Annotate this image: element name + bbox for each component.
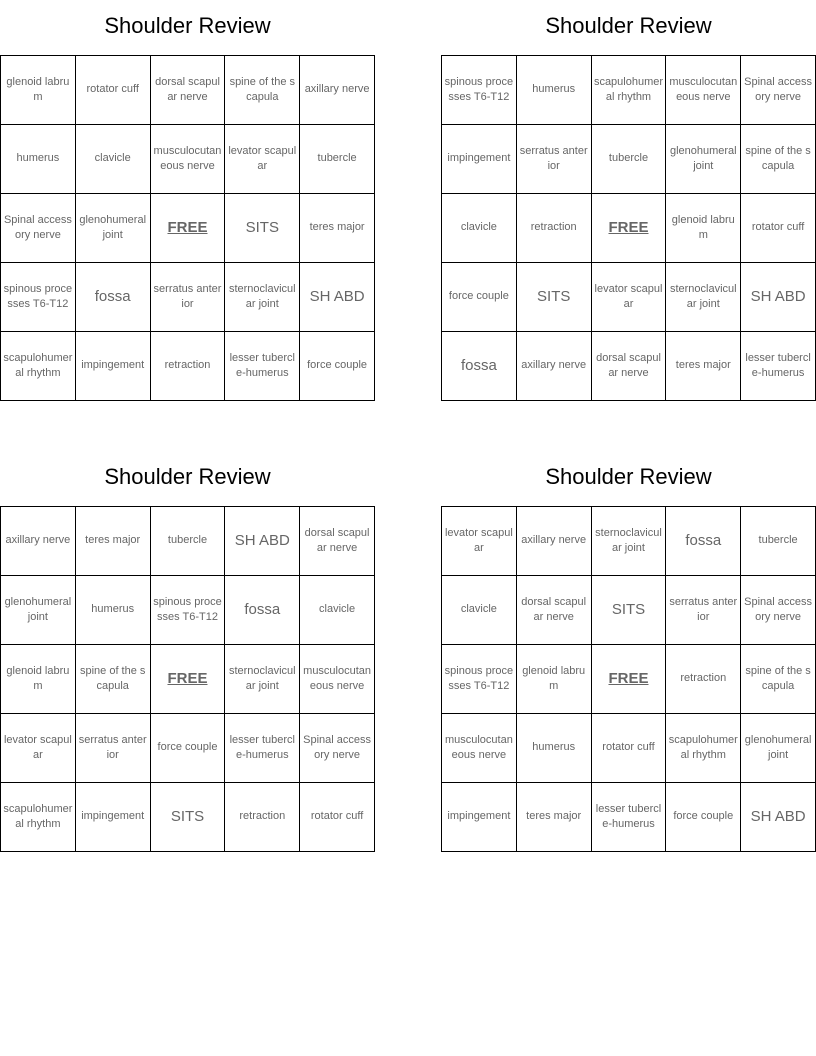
grid-row (442, 507, 816, 576)
bingo-cell: Spinal accessory nerve (300, 714, 375, 783)
grid-row (1, 507, 375, 576)
bingo-cell: clavicle (300, 576, 375, 645)
bingo-grid (0, 55, 375, 401)
bingo-cell: clavicle (442, 194, 517, 263)
bingo-cell: lesser tubercle-humerus (225, 332, 300, 401)
bingo-cell: serratus anterior (666, 576, 741, 645)
bingo-cell: serratus anterior (75, 714, 150, 783)
bingo-cell: retraction (225, 783, 300, 852)
bingo-cell: glenohumeral joint (666, 125, 741, 194)
bingo-cell: levator scapular (225, 125, 300, 194)
bingo-cell: spine of the scapula (75, 645, 150, 714)
bingo-cell: fossa (666, 507, 741, 576)
bingo-cell: levator scapular (442, 507, 517, 576)
bingo-cell: glenoid labrum (516, 645, 591, 714)
bingo-cell: tubercle (741, 507, 816, 576)
bingo-cell: lesser tubercle-humerus (741, 332, 816, 401)
bingo-cell: tubercle (150, 507, 225, 576)
bingo-cell: glenohumeral joint (1, 576, 76, 645)
bingo-cell: musculocutaneous nerve (442, 714, 517, 783)
bingo-cell: axillary nerve (1, 507, 76, 576)
bingo-grid (441, 506, 816, 852)
bingo-cell: sternoclavicular joint (225, 263, 300, 332)
bingo-cell: musculocutaneous nerve (150, 125, 225, 194)
free-space-cell: FREE (591, 194, 666, 263)
bingo-cell: impingement (442, 125, 517, 194)
bingo-cell: scapulohumeral rhythm (666, 714, 741, 783)
bingo-cell: fossa (75, 263, 150, 332)
grid-row (442, 263, 816, 332)
grid-row (442, 56, 816, 125)
grid-row (1, 332, 375, 401)
grid-row (442, 125, 816, 194)
bingo-cell: spinous processes T6-T12 (150, 576, 225, 645)
grid-row (1, 194, 375, 263)
bingo-cell: glenoid labrum (1, 56, 76, 125)
bingo-cell: teres major (75, 507, 150, 576)
grid-row (1, 263, 375, 332)
bingo-cell: sternoclavicular joint (666, 263, 741, 332)
bingo-cell: SITS (150, 783, 225, 852)
bingo-cell: scapulohumeral rhythm (1, 332, 76, 401)
bingo-cell: Spinal accessory nerve (741, 56, 816, 125)
grid-row (1, 576, 375, 645)
bingo-cell: musculocutaneous nerve (300, 645, 375, 714)
grid-row (442, 332, 816, 401)
bingo-cell: glenohumeral joint (75, 194, 150, 263)
bingo-cell: force couple (666, 783, 741, 852)
bingo-cell: spine of the scapula (741, 645, 816, 714)
grid-row (1, 125, 375, 194)
bingo-cell: lesser tubercle-humerus (225, 714, 300, 783)
bingo-grid (0, 506, 375, 852)
grid-row (442, 714, 816, 783)
bingo-cell: fossa (442, 332, 517, 401)
bingo-cell: Spinal accessory nerve (1, 194, 76, 263)
bingo-cell: serratus anterior (516, 125, 591, 194)
bingo-cell: sternoclavicular joint (225, 645, 300, 714)
bingo-cell: dorsal scapular nerve (591, 332, 666, 401)
grid-row (1, 56, 375, 125)
bingo-cell: humerus (75, 576, 150, 645)
bingo-cell: force couple (442, 263, 517, 332)
bingo-cell: lesser tubercle-humerus (591, 783, 666, 852)
bingo-cell: spine of the scapula (225, 56, 300, 125)
bingo-cell: SH ABD (225, 507, 300, 576)
bingo-cell: axillary nerve (300, 56, 375, 125)
bingo-cell: glenohumeral joint (741, 714, 816, 783)
bingo-cell: dorsal scapular nerve (300, 507, 375, 576)
bingo-cell: force couple (300, 332, 375, 401)
bingo-cell: humerus (516, 56, 591, 125)
bingo-cell: tubercle (300, 125, 375, 194)
bingo-cell: glenoid labrum (1, 645, 76, 714)
bingo-cell: dorsal scapular nerve (516, 576, 591, 645)
free-space-cell: FREE (591, 645, 666, 714)
bingo-cell: axillary nerve (516, 332, 591, 401)
bingo-cell: spinous processes T6-T12 (442, 56, 517, 125)
bingo-cell: teres major (666, 332, 741, 401)
bingo-cell: glenoid labrum (666, 194, 741, 263)
bingo-cell: rotator cuff (75, 56, 150, 125)
bingo-cell: levator scapular (591, 263, 666, 332)
grid-row (442, 194, 816, 263)
bingo-cell: clavicle (442, 576, 517, 645)
bingo-cell: impingement (75, 332, 150, 401)
bingo-cell: spine of the scapula (741, 125, 816, 194)
bingo-cell: dorsal scapular nerve (150, 56, 225, 125)
bingo-cell: SITS (516, 263, 591, 332)
bingo-cell: retraction (666, 645, 741, 714)
card-title: Shoulder Review (545, 464, 712, 489)
bingo-cell: retraction (516, 194, 591, 263)
bingo-cell: fossa (225, 576, 300, 645)
bingo-cell: humerus (1, 125, 76, 194)
grid-row (1, 783, 375, 852)
card-title: Shoulder Review (545, 13, 712, 38)
bingo-cell: SITS (225, 194, 300, 263)
bingo-cell: teres major (300, 194, 375, 263)
bingo-cell: scapulohumeral rhythm (591, 56, 666, 125)
grid-row (442, 783, 816, 852)
bingo-cell: levator scapular (1, 714, 76, 783)
grid-row (442, 576, 816, 645)
bingo-cell: force couple (150, 714, 225, 783)
bingo-cell: tubercle (591, 125, 666, 194)
bingo-cell: serratus anterior (150, 263, 225, 332)
grid-row (442, 645, 816, 714)
bingo-cell: axillary nerve (516, 507, 591, 576)
bingo-cell: SH ABD (300, 263, 375, 332)
bingo-cell: SH ABD (741, 263, 816, 332)
bingo-cell: spinous processes T6-T12 (1, 263, 76, 332)
bingo-cell: teres major (516, 783, 591, 852)
bingo-cell: musculocutaneous nerve (666, 56, 741, 125)
card-title: Shoulder Review (104, 464, 271, 489)
bingo-cell: scapulohumeral rhythm (1, 783, 76, 852)
bingo-cell: clavicle (75, 125, 150, 194)
grid-row (1, 714, 375, 783)
bingo-cell: humerus (516, 714, 591, 783)
free-space-cell: FREE (150, 194, 225, 263)
card-title: Shoulder Review (104, 13, 271, 38)
bingo-cell: sternoclavicular joint (591, 507, 666, 576)
bingo-cell: rotator cuff (741, 194, 816, 263)
bingo-cell: impingement (75, 783, 150, 852)
bingo-cell: spinous processes T6-T12 (442, 645, 517, 714)
bingo-grid (441, 55, 816, 401)
grid-row (1, 645, 375, 714)
bingo-cell: retraction (150, 332, 225, 401)
bingo-cell: rotator cuff (591, 714, 666, 783)
bingo-cell: SITS (591, 576, 666, 645)
free-space-cell: FREE (150, 645, 225, 714)
bingo-cell: rotator cuff (300, 783, 375, 852)
bingo-cell: SH ABD (741, 783, 816, 852)
bingo-cell: impingement (442, 783, 517, 852)
bingo-cell: Spinal accessory nerve (741, 576, 816, 645)
